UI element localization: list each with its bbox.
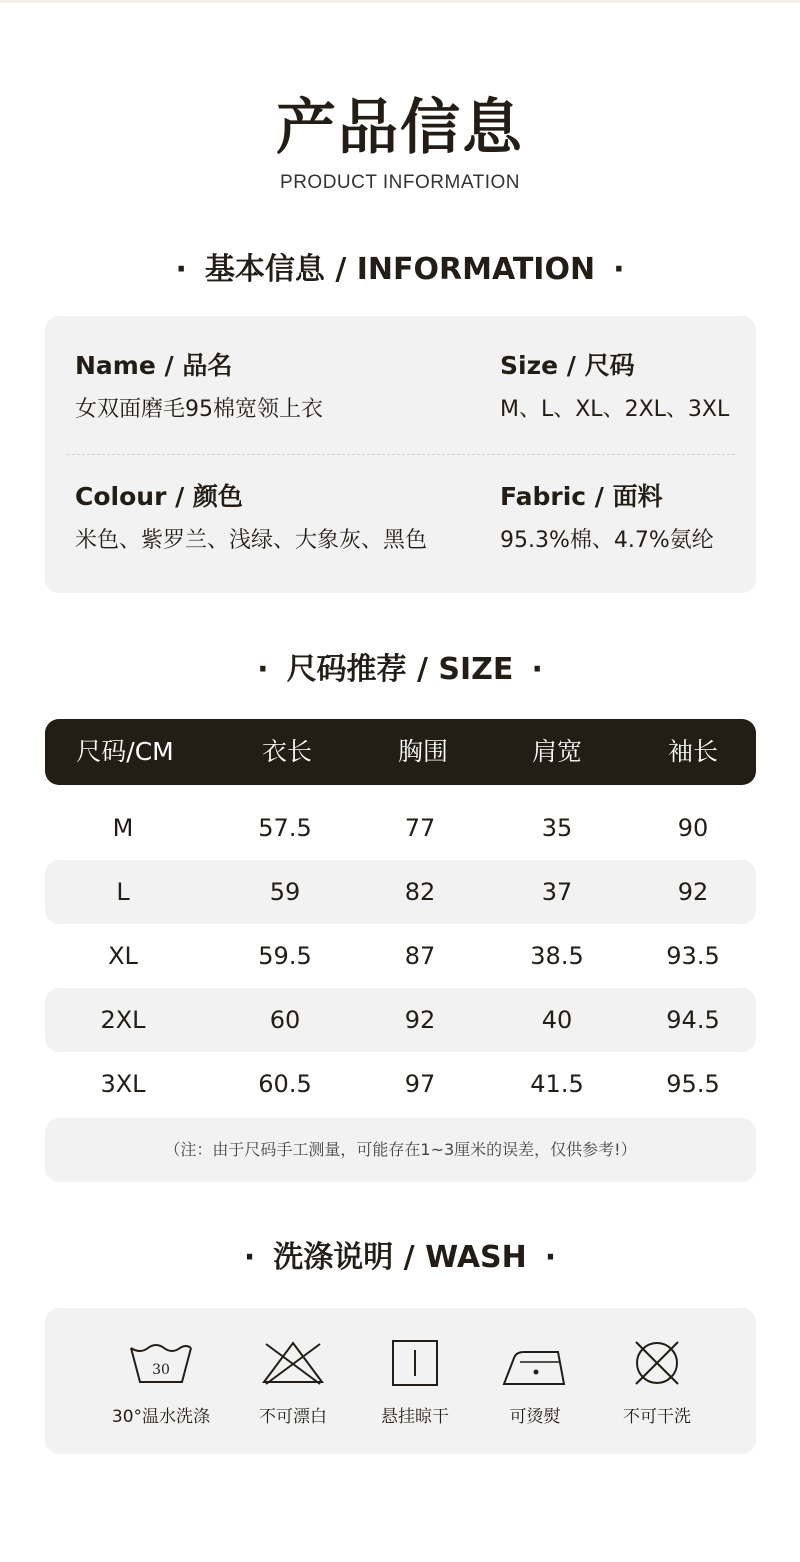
cell-sleeve: 94.5 [666, 1006, 720, 1034]
size-value: M、L、XL、2XL、3XL [500, 397, 730, 422]
no-bleach-icon [258, 1338, 328, 1388]
cell-length: 57.5 [258, 814, 312, 842]
cell-length: 60 [269, 1006, 301, 1034]
page-subtitle: PRODUCT INFORMATION [280, 172, 520, 193]
colour-cell [75, 480, 427, 556]
heading-dot: · [544, 1240, 557, 1275]
heading-dot: · [243, 1240, 256, 1275]
size-heading-text: 尺码推荐 / SIZE [286, 652, 514, 687]
wash-section-heading [0, 1238, 800, 1278]
wash-item [587, 1308, 727, 1454]
cell-chest: 97 [404, 1070, 436, 1098]
cell-length: 59.5 [258, 942, 312, 970]
table-row [45, 860, 756, 924]
info-section-heading [0, 250, 800, 290]
col-header-chest: 胸围 [397, 737, 448, 766]
cell-size: 2XL [100, 1006, 146, 1034]
col-header-size: 尺码/CM [76, 737, 174, 766]
wash-item [223, 1308, 363, 1454]
fabric-cell [500, 480, 714, 556]
cell-length: 59 [269, 878, 301, 906]
wash-item [465, 1308, 605, 1454]
page-title: 产品信息 [276, 93, 524, 163]
cell-shoulder: 41.5 [530, 1070, 584, 1098]
wash-item [345, 1308, 485, 1454]
colour-label: Colour / 颜色 [75, 482, 243, 511]
info-divider [67, 454, 735, 455]
colour-value: 米色、紫罗兰、浅绿、大象灰、黑色 [75, 528, 428, 553]
iron-icon [500, 1338, 570, 1388]
col-header-sleeve: 袖长 [667, 737, 718, 766]
heading-dot: · [175, 252, 187, 287]
col-header-length: 衣长 [261, 737, 312, 766]
cell-size: 3XL [100, 1070, 146, 1098]
cell-size: L [116, 878, 130, 906]
cell-shoulder: 38.5 [530, 942, 584, 970]
cell-chest: 82 [404, 878, 436, 906]
cell-shoulder: 40 [541, 1006, 573, 1034]
cell-length: 60.5 [258, 1070, 312, 1098]
size-label: Size / 尺码 [500, 351, 635, 380]
wash-temp: 30 [152, 1362, 170, 1378]
cell-shoulder: 37 [541, 878, 573, 906]
cell-sleeve: 93.5 [666, 942, 720, 970]
wash-item [91, 1308, 231, 1454]
heading-dot: · [613, 252, 625, 287]
cell-size: M [112, 814, 134, 842]
measurement-note: （注：由于尺码手工测量，可能存在1~3厘米的误差，仅供参考!） [45, 1118, 756, 1182]
cell-chest: 92 [404, 1006, 436, 1034]
hang-dry-icon [380, 1338, 450, 1388]
wash-label: 悬挂晾干 [381, 1407, 449, 1427]
cell-shoulder: 35 [541, 814, 573, 842]
fabric-label: Fabric / 面料 [500, 482, 663, 511]
wash-heading-text: 洗涤说明 / WASH [273, 1240, 527, 1275]
cell-sleeve: 92 [677, 878, 709, 906]
wash-label: 30°温水洗涤 [111, 1407, 211, 1427]
wash-card [45, 1308, 756, 1454]
col-header-shoulder: 肩宽 [531, 737, 582, 766]
cell-chest: 77 [404, 814, 436, 842]
table-row [45, 796, 756, 860]
table-row [45, 924, 756, 988]
heading-dot: · [531, 652, 543, 687]
size-section-heading [0, 650, 800, 690]
wash-label: 不可漂白 [259, 1407, 327, 1427]
heading-dot: · [257, 652, 269, 687]
cell-sleeve: 95.5 [666, 1070, 720, 1098]
wash-label: 可烫熨 [509, 1407, 561, 1427]
info-card [45, 316, 756, 593]
size-table-header [45, 719, 756, 785]
wash-label: 不可干洗 [623, 1407, 691, 1427]
wash-30-icon [126, 1338, 196, 1388]
fabric-value: 95.3%棉、4.7%氨纶 [500, 528, 714, 553]
info-heading-text: 基本信息 / INFORMATION [204, 252, 596, 287]
top-divider [0, 0, 800, 3]
table-row [45, 1052, 756, 1116]
no-dry-clean-icon [622, 1338, 692, 1388]
table-row [45, 988, 756, 1052]
name-label: Name / 品名 [75, 351, 233, 380]
cell-chest: 87 [404, 942, 436, 970]
cell-sleeve: 90 [677, 814, 709, 842]
name-value: 女双面磨毛95棉宽领上衣 [75, 397, 323, 422]
cell-size: XL [108, 942, 138, 970]
size-cell [500, 349, 729, 425]
name-cell [75, 349, 323, 425]
